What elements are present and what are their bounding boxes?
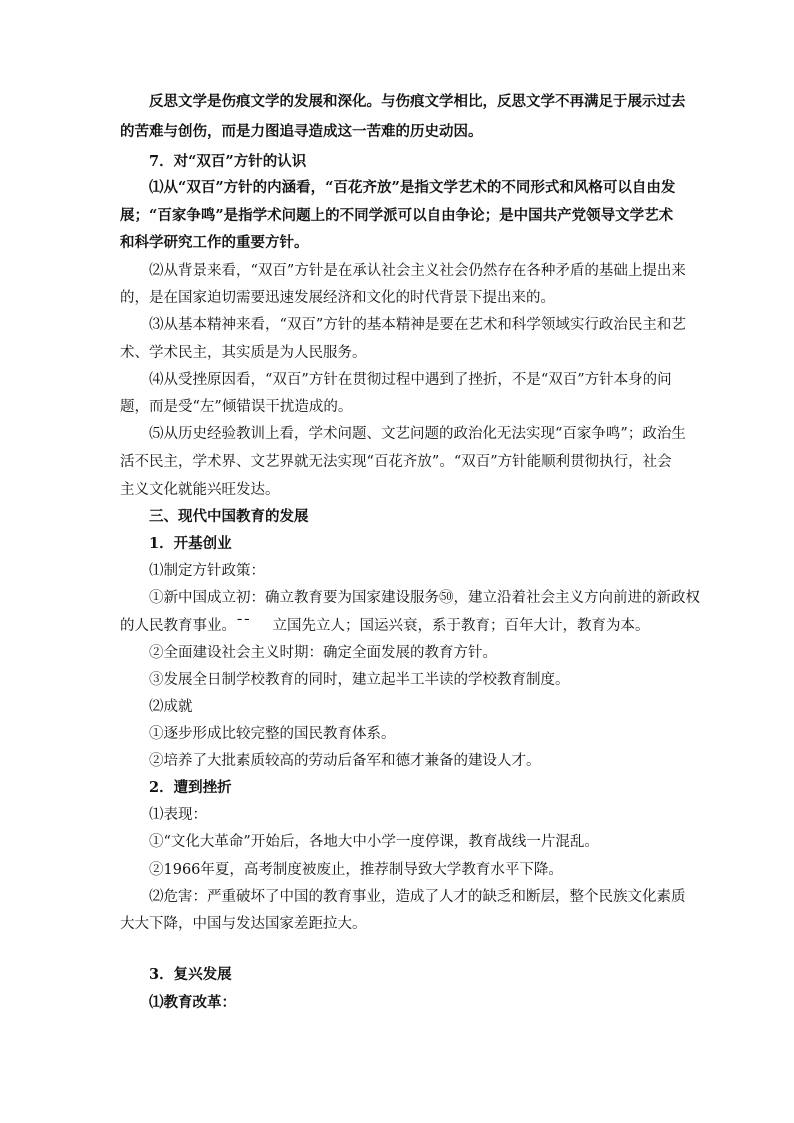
paragraph-line: ⑵从背景来看，“双百”方针是在承认社会主义社会仍然存在各种矛盾的基础上提出来 (149, 263, 686, 279)
subsection-heading: 1．开基创业 (149, 535, 232, 552)
paragraph-line: ⑴表现： (149, 807, 207, 823)
paragraph-line: 反思文学是伤痕文学的发展和深化。与伤痕文学相比，反思文学不再满足于展示过去 (149, 93, 686, 110)
paragraph-line: 题，而是受“左”倾错误干扰造成的。 (120, 399, 353, 415)
paragraph-line: ②1966年夏，高考制度被废止，推荐制导致大学教育水平下降。 (149, 862, 563, 878)
paragraph-line: ①逐步形成比较完整的国民教育体系。 (149, 726, 396, 742)
paragraph-line: 大大下降，中国与发达国家差距拉大。 (120, 916, 367, 932)
paragraph-line: 的苦难与创伤，而是力图追寻造成这一苦难的历史动因。 (120, 123, 483, 140)
paragraph-line: ⑵危害：严重破坏了中国的教育事业，造成了人才的缺乏和断层，整个民族文化素质 (149, 889, 686, 905)
paragraph-line: ⑶从基本精神来看，“双百”方针的基本精神是要在艺术和科学领域实行政治民主和艺 (149, 317, 686, 333)
paragraph-line: ⑵成就 (149, 699, 193, 715)
paragraph-line: ①“文化大革命”开始后，各地大中小学一度停课，教育战线一片混乱。 (149, 834, 599, 850)
paragraph-line: ②培养了大批素质较高的劳动后备军和德才兼备的建设人才。 (149, 753, 541, 769)
overline-mark: ¯¯ (236, 618, 251, 634)
paragraph-line: 的，是在国家迫切需要迅速发展经济和文化的时代背景下提出来的。 (120, 290, 555, 306)
paragraph-line: ⑴教育改革： (149, 994, 236, 1011)
paragraph-line: ②全面建设社会主义时期：确定全面发展的教育方针。 (149, 645, 497, 661)
section-heading: 三、现代中国教育的发展 (149, 508, 309, 525)
paragraph-line: ⑴制定方针政策： (149, 563, 265, 579)
subsection-heading: 2．遭到挫折 (149, 779, 232, 796)
paragraph-line: ⑴从“双百”方针的内涵看，“百花齐放”是指文学艺术的不同形式和风格可以自由发 (149, 179, 676, 196)
subsection-heading: 3．复兴发展 (149, 966, 232, 983)
paragraph-line: 和科学研究工作的重要方针。 (120, 234, 309, 251)
paragraph-line: ⑸从历史经验教训上看，学术问题、文艺问题的政治化无法实现“百家争鸣”；政治生 (149, 426, 686, 442)
paragraph-line: ⑷从受挫原因看，“双百”方针在贯彻过程中遇到了挫折，不是“双百”方针本身的问 (149, 372, 672, 388)
split-line-right: 立国先立人；国运兴衰，系于教育；百年大计，教育为本。 (272, 618, 650, 634)
paragraph-line (120, 616, 650, 636)
paragraph-line: 展；“百家争鸣”是指学术问题上的不同学派可以自由争论；是中国共产党领导文学艺术 (120, 207, 674, 224)
paragraph-line: 主义文化就能兴旺发达。 (120, 482, 280, 498)
paragraph-line: 活不民主，学术界、文艺界就无法实现“百花齐放”。“双百”方针能顺利贯彻执行，社会 (120, 454, 672, 470)
paragraph-line: ①新中国成立初：确立教育要为国家建设服务㊿，建立沿着社会主义方向前进的新政权 (149, 590, 700, 606)
section-heading: 7．对“双百”方针的认识 (149, 153, 307, 170)
split-line-left: 的人民教育事业。 (120, 618, 236, 634)
paragraph-line: ③发展全日制学校教育的同时，建立起半工半读的学校教育制度。 (149, 672, 570, 688)
paragraph-line: 术、学术民主，其实质是为人民服务。 (120, 345, 367, 361)
